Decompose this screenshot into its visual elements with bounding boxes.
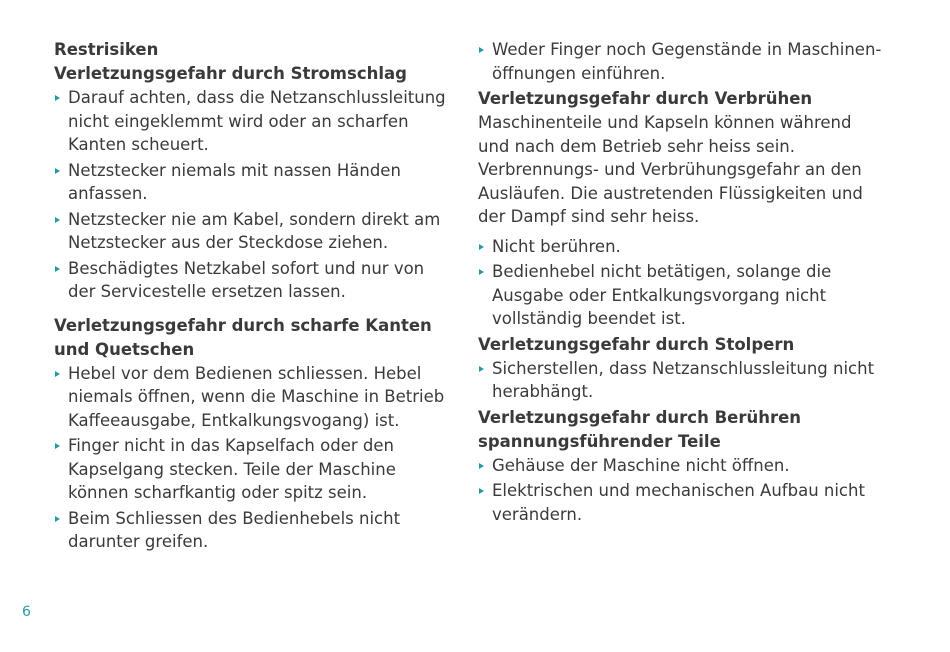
bullet-icon xyxy=(479,488,484,494)
page-number: 6 xyxy=(22,604,31,620)
bullet-icon xyxy=(55,443,60,449)
list-item: Beschädigtes Netzkabel sofort und nur von der Servicestelle ersetzen lassen. xyxy=(54,257,454,304)
bullet-icon xyxy=(479,463,484,469)
list-live-parts xyxy=(478,454,888,527)
list-item: Elektrischen und mechanischen Aufbau nicht verändern. xyxy=(478,479,888,526)
list-scalding xyxy=(478,235,888,331)
list-item: Netzstecker nie am Kabel, sondern direkt am Netzstecker aus der Steckdose ziehen. xyxy=(54,208,454,255)
bullet-icon xyxy=(479,47,484,53)
bullet-icon xyxy=(479,366,484,372)
list-item: Bedienhebel nicht betätigen, solange die Ausgabe oder Entkalkungsvorgang nicht vollständig beendet ist. xyxy=(478,260,888,331)
bullet-icon xyxy=(55,266,60,272)
heading-live-parts: Verletzungsgefahr durch Berühren spannungsführender Teile xyxy=(478,407,802,451)
list-item: Darauf achten, dass die Netzanschlussleitung nicht eingeklemmt wird oder an scharfen Kanten scheuert. xyxy=(54,86,454,157)
bullet-icon xyxy=(55,95,60,101)
bullet-icon xyxy=(55,371,60,377)
heading-tripping: Verletzungsgefahr durch Stolpern xyxy=(478,334,795,354)
scalding-description: Maschinenteile und Kapseln können während und nach dem Betrieb sehr heiss sein. Verbrennungs- und Verbrühungsgefahr an den Ausläufen. Die austretenden Flüssigkeiten und der Dampf sind sehr heiss. xyxy=(478,113,863,226)
section-title: Restrisiken xyxy=(54,40,159,59)
bullet-icon xyxy=(479,244,484,250)
list-item: Hebel vor dem Bedienen schliessen. Hebel niemals öffnen, wenn die Maschine in Betrieb Kaffeeausgabe, Entkalkungsvogang) ist. xyxy=(54,362,454,433)
bullet-icon xyxy=(479,269,484,275)
list-item: Beim Schliessen des Bedienhebels nicht darunter greifen. xyxy=(54,507,454,554)
list-electric-shock xyxy=(54,86,454,304)
heading-sharp-edges: Verletzungsgefahr durch scharfe Kanten und Quetschen xyxy=(54,315,432,359)
list-item: Nicht berühren. xyxy=(478,235,888,259)
list-item: Weder Finger noch Gegenstände in Maschinen-öffnungen einführen. xyxy=(478,38,888,85)
list-sharp-edges xyxy=(54,362,454,554)
list-sharp-edges-continued xyxy=(478,38,888,85)
heading-scalding: Verletzungsgefahr durch Verbrühen xyxy=(478,89,813,108)
list-item: Sicherstellen, dass Netzanschlussleitung nicht herabhängt. xyxy=(478,357,888,404)
list-item: Finger nicht in das Kapselfach oder den Kapselgang stecken. Teile der Maschine können scharfkantig oder spitz sein. xyxy=(54,434,454,505)
left-column xyxy=(54,38,454,556)
list-item: Netzstecker niemals mit nassen Händen anfassen. xyxy=(54,159,454,206)
list-item: Gehäuse der Maschine nicht öffnen. xyxy=(478,454,888,478)
list-tripping xyxy=(478,357,888,404)
bullet-icon xyxy=(55,217,60,223)
bullet-icon xyxy=(55,168,60,174)
bullet-icon xyxy=(55,516,60,522)
right-column xyxy=(478,38,888,528)
heading-electric-shock: Verletzungsgefahr durch Stromschlag xyxy=(54,64,407,83)
